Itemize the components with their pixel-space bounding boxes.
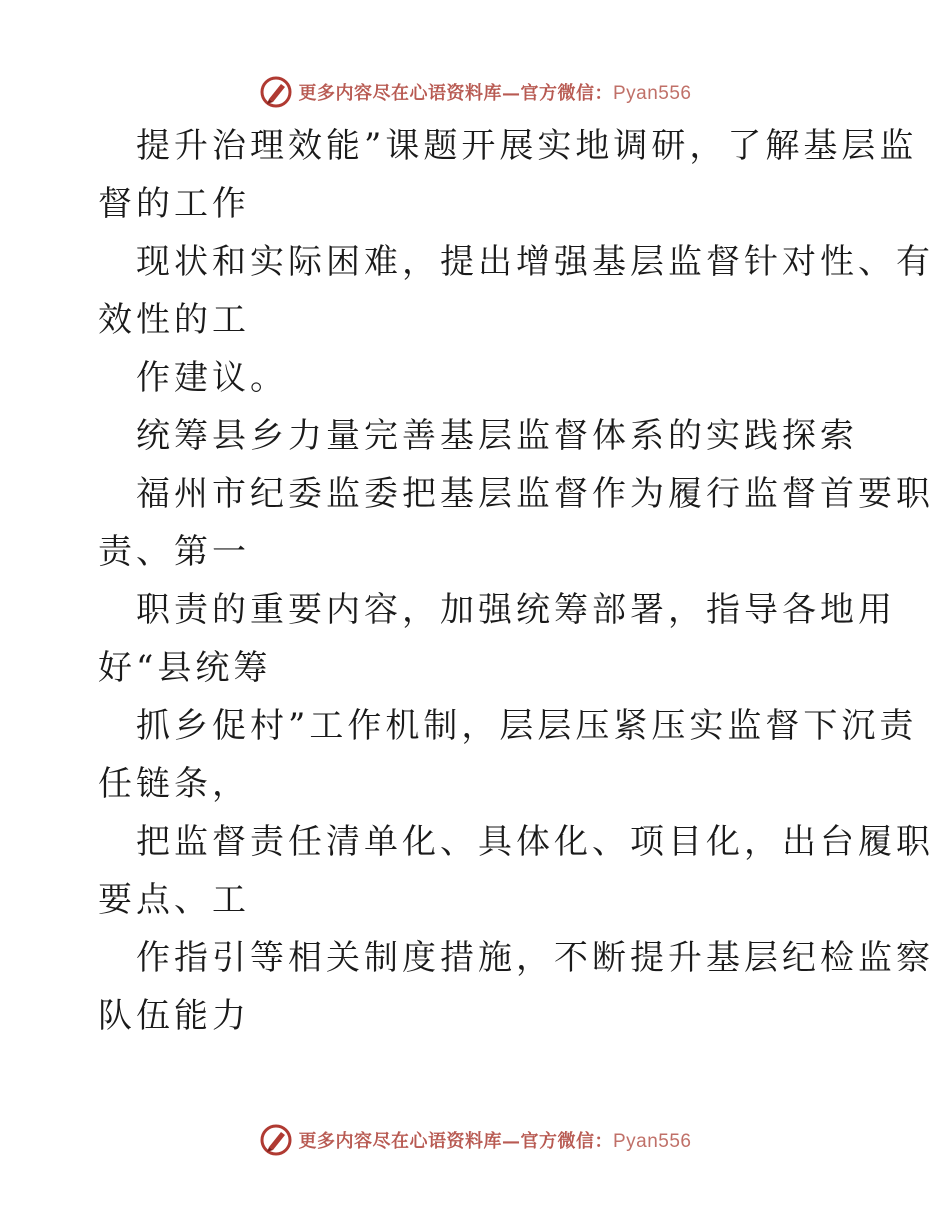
text-line: 现状和实际困难，提出增强基层监督针对性、有 [136,242,934,282]
header-banner [0,72,950,112]
document-body [98,117,934,1045]
text-line: 作建议。 [136,358,288,398]
text-line: 效性的工 [98,300,250,340]
text-line: 责、第一 [98,532,250,572]
text-line: 要点、工 [98,880,250,920]
text-line: 督的工作 [98,184,250,224]
banner-main-text: 更多内容尽在心语资料库—官方微信： [298,1131,613,1152]
text-line: 抓乡促村”工作机制，层层压紧压实监督下沉责 [136,706,918,746]
text-line: 队伍能力 [98,996,250,1036]
footer-banner [0,1120,950,1160]
text-line: 任链条， [98,764,250,804]
pen-logo-icon [258,74,294,110]
banner-wechat-id: Pyan556 [612,1131,692,1152]
banner-wechat-id: Pyan556 [612,83,692,104]
section-heading: 统筹县乡力量完善基层监督体系的实践探索 [136,416,858,456]
text-line: 提升治理效能”课题开展实地调研，了解基层监 [136,126,918,166]
text-line: 职责的重要内容，加强统筹部署，指导各地用 [136,590,896,630]
banner-text [298,79,691,105]
text-line: 作指引等相关制度措施，不断提升基层纪检监察 [136,938,934,978]
banner-main-text: 更多内容尽在心语资料库—官方微信： [298,83,613,104]
text-line: 好“县统筹 [98,648,272,688]
text-line: 把监督责任清单化、具体化、项目化，出台履职 [136,822,934,862]
text-line: 福州市纪委监委把基层监督作为履行监督首要职 [136,474,934,514]
pen-logo-icon [258,1122,294,1158]
banner-text [298,1127,691,1153]
